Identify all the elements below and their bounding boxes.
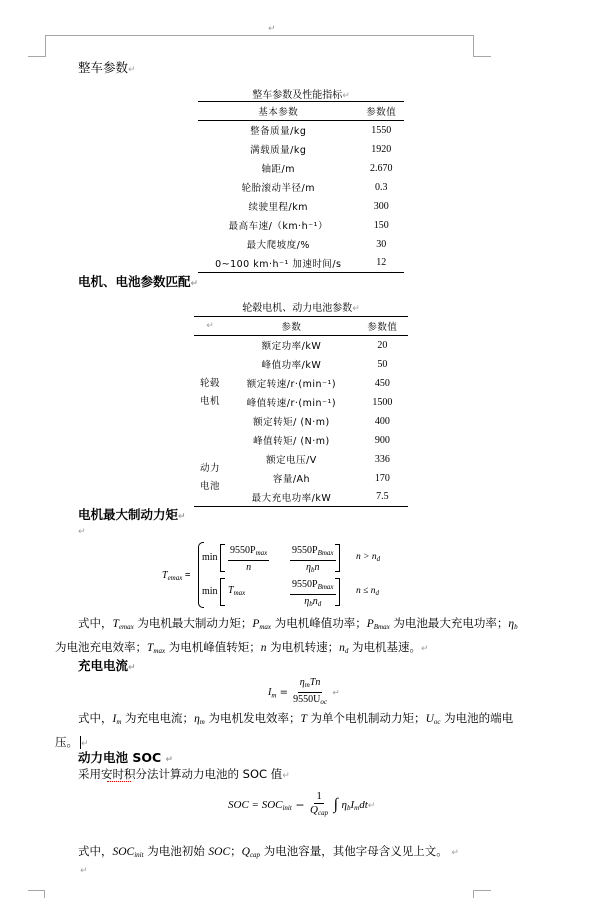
param-name-cell: 额定转速/r·(min⁻¹) <box>246 379 337 390</box>
table-row <box>194 374 408 393</box>
column-header: 参数值 <box>359 102 404 121</box>
section-heading-motor-battery: 电机、电池参数匹配↵ <box>78 274 199 289</box>
crop-mark-top-left-v <box>45 35 46 57</box>
table-row <box>194 393 408 412</box>
param-value-cell: 900 <box>374 434 390 446</box>
table-row <box>198 254 404 273</box>
column-header: 基本参数 <box>198 102 359 121</box>
table-row <box>194 412 408 431</box>
param-value-cell: 150 <box>373 219 389 231</box>
table-row <box>194 450 408 469</box>
table-header-row <box>194 317 408 336</box>
param-name-cell: 额定转矩/ (N·m) <box>253 417 330 428</box>
param-value-cell: 30 <box>376 238 387 250</box>
param-name-cell: 最大爬坡度/% <box>246 240 310 251</box>
param-name-cell: 峰值转矩/ (N·m) <box>253 436 330 447</box>
table-row <box>198 235 404 254</box>
crop-mark-top-right-v <box>473 35 474 57</box>
param-value-cell: 170 <box>374 472 390 484</box>
param-value-cell: 336 <box>374 453 390 465</box>
crop-mark-top-right-h <box>473 56 491 57</box>
param-name-cell: 最大充电功率/kW <box>251 492 332 504</box>
section-heading-charging-current: 充电电流↵ <box>78 658 136 673</box>
section-heading-vehicle-params: 整车参数↵ <box>78 60 136 75</box>
param-name-cell: 续驶里程/km <box>248 202 309 213</box>
table-row <box>194 469 408 488</box>
table2-caption: 轮毂电机、动力电池参数↵ <box>242 303 360 314</box>
crop-mark-top-left-h <box>28 56 46 57</box>
table-row <box>194 355 408 374</box>
table-row <box>194 431 408 450</box>
explanation-soc: 式中，$SOC_{init}$ 为电池初始 SOC；$Q_{cap}$ 为电池容量，其他字母含义见上文。 ↵ <box>78 844 459 859</box>
paragraph-mark: ↵ <box>80 866 88 876</box>
column-header-empty: ↵ <box>194 317 226 336</box>
explanation-charging-current: 式中，$I_m$ 为充电电流；$\eta_m$ 为电机发电效率；T 为单个电机制动力矩；$U_{oc}$ 为电池的端电 压。 ↵ <box>55 711 514 749</box>
table-row <box>194 488 408 507</box>
param-value-cell: 300 <box>373 200 389 212</box>
vehicle-params-table <box>198 101 404 273</box>
table1-caption: 整车参数及性能指标↵ <box>252 90 350 101</box>
crop-mark-bottom-right <box>473 890 491 898</box>
column-header: 参数值 <box>357 317 408 336</box>
param-name-cell: 峰值转速/r·(min⁻¹) <box>246 398 337 409</box>
section-heading-max-braking-torque: 电机最大制动力矩↵ <box>78 507 186 522</box>
group-label-cell: 轮毂 电机 <box>199 377 220 407</box>
param-value-cell: 450 <box>374 377 390 389</box>
param-value-cell: 400 <box>374 415 390 427</box>
soc-intro-text: 采用安时积分法计算动力电池的 SOC 值↵ <box>78 767 290 781</box>
bracket-left <box>220 544 225 572</box>
column-header: 参数 <box>226 317 357 336</box>
param-value-cell: 20 <box>377 339 388 351</box>
bracket-left <box>220 578 225 606</box>
table-header-row <box>198 102 404 121</box>
table-row <box>198 216 404 235</box>
motor-battery-params-table <box>194 316 408 507</box>
group-label-cell: 动力 电池 <box>199 462 220 492</box>
table-row <box>198 197 404 216</box>
table-row <box>194 336 408 355</box>
page-header-border <box>45 35 473 36</box>
param-name-cell: 轴距/m <box>261 164 296 175</box>
formula-charging-current: $I_m$ = $\frac{\eta_mTn}{9550U_{oc}}$ ↵ <box>268 677 340 706</box>
param-value-cell: 1550 <box>371 124 392 136</box>
bracket-right <box>335 544 340 572</box>
param-name-cell: 容量/Ah <box>272 474 311 485</box>
paragraph-mark: ↵ <box>268 24 276 34</box>
param-value-cell: 7.5 <box>376 491 389 503</box>
formula-soc: SOC = $SOC_{init}$ − $\frac{1}{Q_{cap}}$ ∫ $\eta_bI_mdt↵$ <box>228 790 376 817</box>
param-name-cell: 最高车速/（km·h⁻¹） <box>228 221 328 232</box>
param-name-cell: 整备质量/kg <box>250 126 307 138</box>
spelling-error-underline <box>107 780 131 782</box>
table-row <box>198 159 404 178</box>
paragraph-mark: ↵ <box>78 527 86 537</box>
formula-max-braking-torque: $T_{emax}$ = min $\frac{9550P_{max}}{n}$ $\frac{9550P_{Bmax}}{\eta_bn}$ $n > n_d$ min $T_{max}$ $\frac{9550P_{Bmax}}{\eta_bn_d}$ $n \le n_d$ <box>160 540 390 610</box>
param-value-cell: 0.3 <box>375 181 388 193</box>
explanation-max-braking-torque: 式中，$T_{emax}$ 为电机最大制动力矩；$P_{max}$ 为电机峰值功率；$P_{Bmax}$ 为电池最大充电功率；$\eta_b$ 为电池充电效率；$T_{max}$ 为电机峰值转矩；n 为电机转速；$n_d$ 为电机基速。↵ <box>55 616 518 655</box>
table-row <box>198 178 404 197</box>
param-name-cell: 额定电压/V <box>266 455 317 466</box>
bracket-right <box>335 578 340 606</box>
crop-mark-bottom-left <box>28 890 45 898</box>
param-name-cell: 峰值功率/kW <box>261 360 322 371</box>
param-value-cell: 1500 <box>372 396 393 408</box>
param-value-cell: 1920 <box>371 143 392 155</box>
param-value-cell: 2.670 <box>370 162 393 174</box>
param-value-cell: 12 <box>376 257 387 269</box>
section-heading-battery-soc: 动力电池 SOC ↵ <box>78 750 174 765</box>
table-row <box>198 121 404 140</box>
param-name-cell: 满载质量/kg <box>250 145 307 156</box>
param-name-cell: 0~100 km·h⁻¹ 加速时间/s <box>215 258 342 270</box>
param-name-cell: 轮胎滚动半径/m <box>241 183 316 194</box>
table-row <box>198 140 404 159</box>
param-value-cell: 50 <box>377 358 388 370</box>
param-name-cell: 额定功率/kW <box>261 341 322 353</box>
